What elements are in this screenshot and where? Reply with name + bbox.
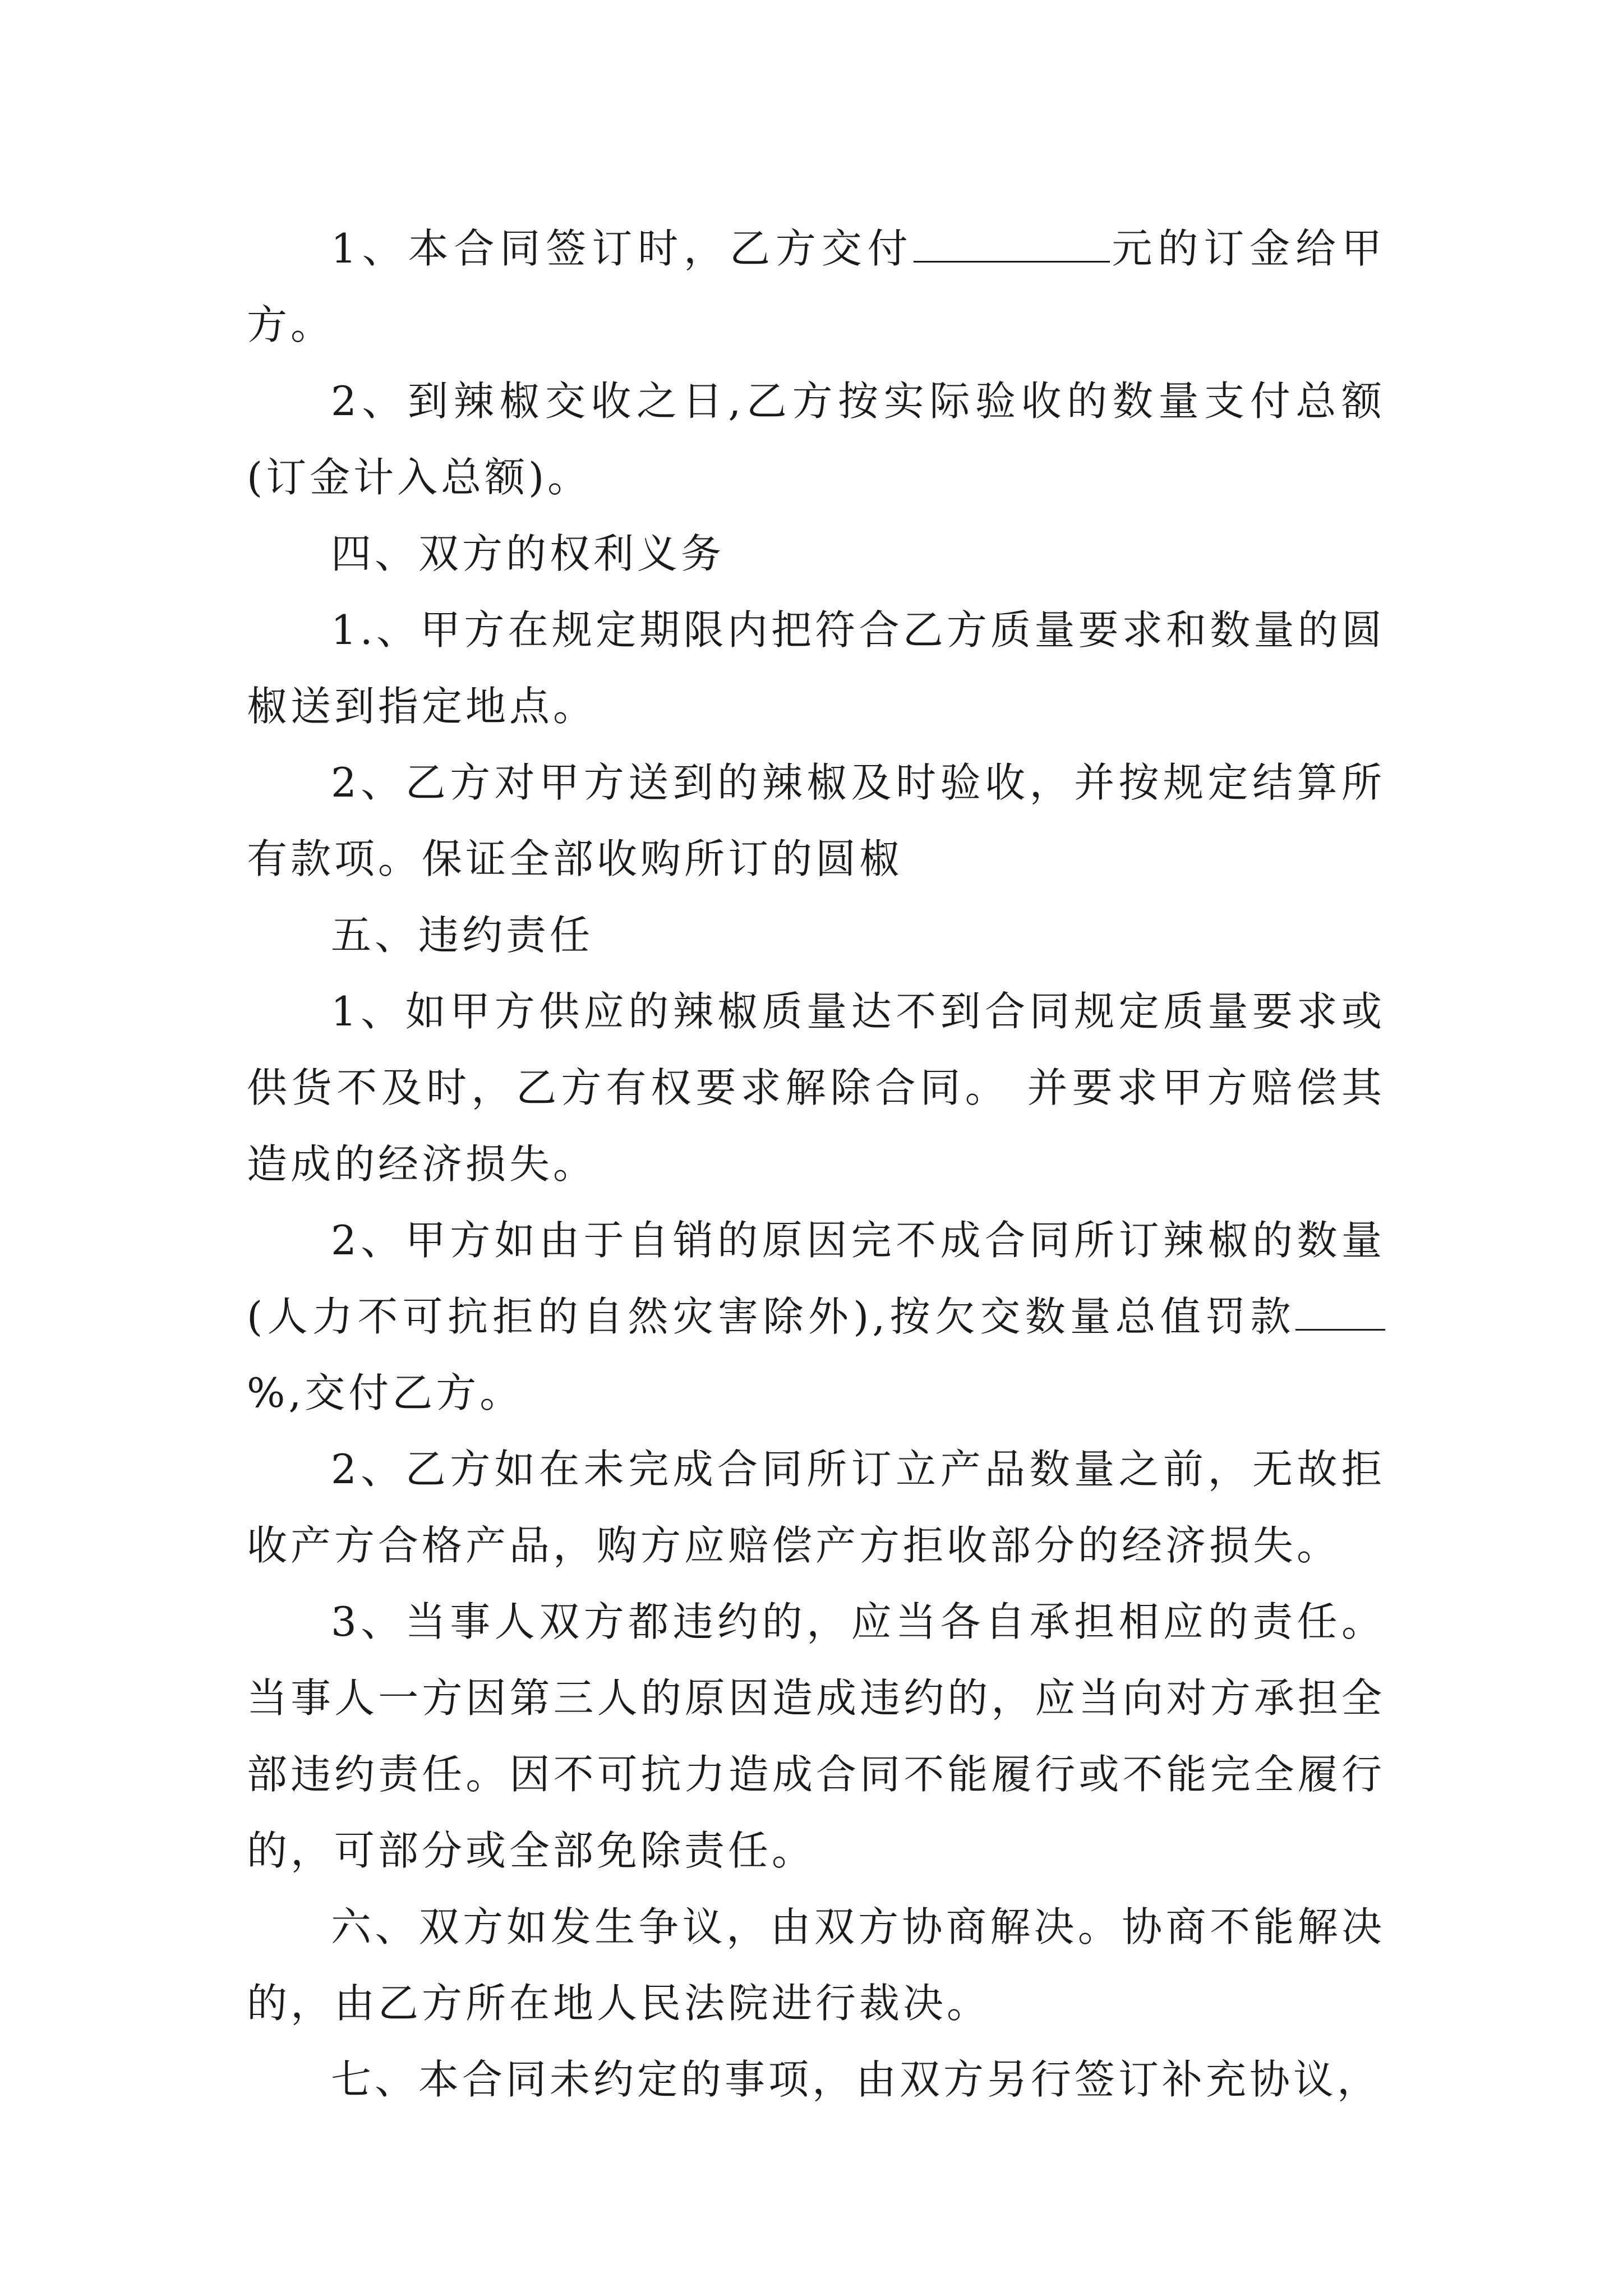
paragraph-quantity-penalty-text-after: %,交付乙方。 — [247, 1369, 524, 1416]
paragraph-quantity-penalty-text-before: 2、甲方如由于自销的原因完不成合同所订辣椒的数量(人力不可抗拒的自然灾害除外),按欠交数量总值罚款 — [247, 1217, 1385, 1340]
section-heading-liability: 五、违约责任 — [331, 912, 594, 959]
paragraph-dispute-resolution: 六、双方如发生争议，由双方协商解决。协商不能解决的，由乙方所在地人民法院进行裁决。 — [247, 1903, 1385, 2027]
paragraph-quality-breach: 1、如甲方供应的辣椒质量达不到合同规定质量要求或供货不及时，乙方有权要求解除合同。 并要求甲方赔偿其造成的经济损失。 — [247, 988, 1385, 1188]
paragraph-party-b-acceptance: 2、乙方对甲方送到的辣椒及时验收，并按规定结算所有款项。保证全部收购所订的圆椒 — [247, 759, 1385, 882]
paragraph-deposit — [247, 210, 1385, 363]
paragraph-quantity-penalty — [247, 1202, 1385, 1431]
paragraph-rejection-compensation: 2、乙方如在未完成合同所订立产品数量之前，无故拒收产方合格产品，购方应赔偿产方拒收部分的经济损失。 — [247, 1446, 1385, 1569]
paragraph-payment: 2、到辣椒交收之日,乙方按实际验收的数量支付总额(订金计入总额)。 — [247, 378, 1385, 501]
paragraph-deposit-text-before: 1、本合同签订时，乙方交付 — [331, 225, 914, 272]
document-body — [247, 210, 1385, 2118]
paragraph-party-a-delivery: 1.、甲方在规定期限内把符合乙方质量要求和数量的圆椒送到指定地点。 — [247, 606, 1385, 730]
section-heading-rights-obligations: 四、双方的权利义务 — [331, 530, 725, 577]
paragraph-deposit-text-after: 元的订金给甲方。 — [247, 225, 1385, 348]
penalty-percent-blank — [1295, 1294, 1385, 1331]
paragraph-mutual-breach: 3、当事人双方都违约的，应当各自承担相应的责任。当事人一方因第三人的原因造成违约的，应当向对方承担全部违约责任。因不可抗力造成合同不能履行或不能完全履行的，可部分或全部免除责任。 — [247, 1598, 1385, 1874]
deposit-amount-blank — [914, 226, 1110, 263]
paragraph-supplementary-agreement: 七、本合同未约定的事项，由双方另行签订补充协议， — [331, 2056, 1381, 2103]
